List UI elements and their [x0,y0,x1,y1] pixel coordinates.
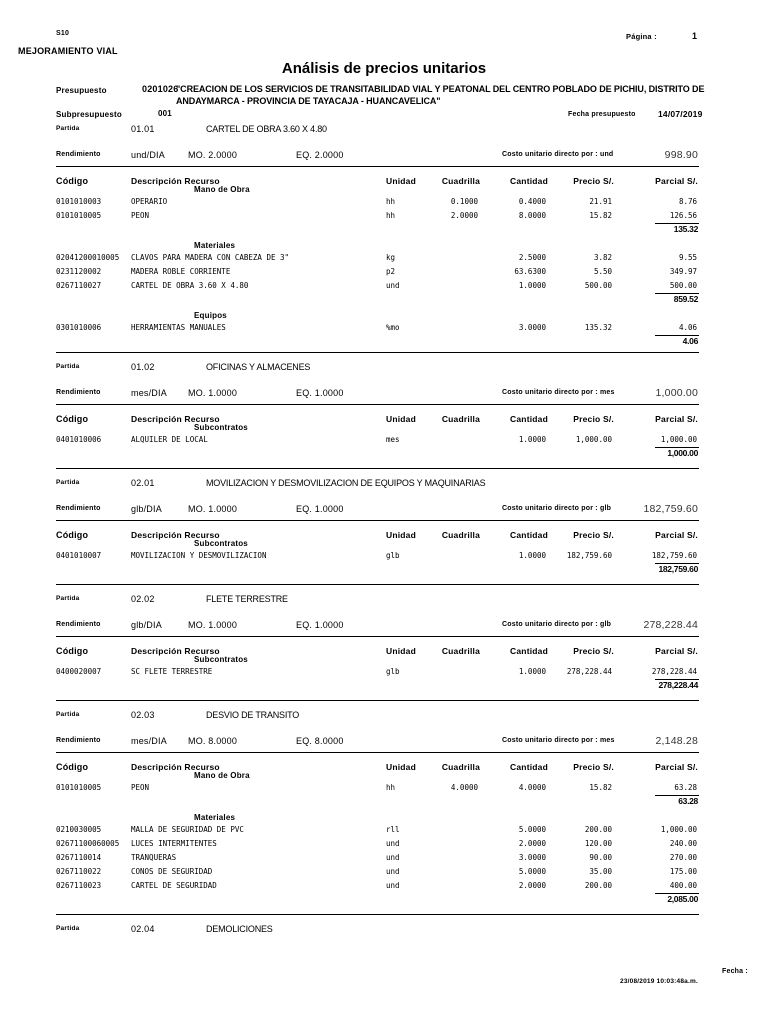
row-parcial: 240.00 [669,839,697,848]
row-unidad: glb [386,551,400,560]
col-header-cantidad: Cantidad [510,176,548,186]
partida-code: 02.04 [131,924,155,934]
row-descripcion: CLAVOS PARA MADERA CON CABEZA DE 3" [131,253,290,262]
col-header-unidad: Unidad [386,530,417,540]
presupuesto-desc-line1: "CREACION DE LOS SERVICIOS DE TRANSITABILIDAD VIAL Y PEATONAL DEL CENTRO POBLADO DE PICHIU, DISTRITO DE [176,84,705,94]
partida-label: Partida [56,711,80,718]
system-code: S10 [56,30,70,37]
group-subtotal: 278,228.44 [658,680,698,690]
col-header-cantidad: Cantidad [510,530,548,540]
rendimiento-label: Rendimiento [56,621,101,628]
row-descripcion: PEON [131,783,150,792]
group-title: Mano de Obra [194,185,250,194]
row-unidad: und [386,281,400,290]
mo-value: MO. 1.0000 [188,388,238,398]
row-descripcion: ALQUILER DE LOCAL [131,435,208,444]
row-codigo: 0267110023 [56,881,102,890]
partida-divider [56,584,699,585]
partida-code: 01.01 [131,124,155,134]
row-cantidad: 4.0000 [518,783,546,792]
row-codigo: 02041200010005 [56,253,120,262]
partida-label: Partida [56,925,80,932]
col-header-cantidad: Cantidad [510,762,548,772]
row-codigo: 0267110027 [56,281,102,290]
col-header-descripcion: Descripción Recurso [131,414,220,424]
row-precio: 200.00 [584,825,612,834]
row-descripcion: MADERA ROBLE CORRIENTE [131,267,231,276]
row-cuadrilla: 2.0000 [450,211,478,220]
rendimiento-unit: und/DIA [131,150,165,160]
col-header-unidad: Unidad [386,176,417,186]
row-descripcion: CARTEL DE SEGURIDAD [131,881,217,890]
costo-unitario-label: Costo unitario directo por : und [502,151,614,158]
group-title: Subcontratos [194,539,248,548]
row-codigo: 02671100060005 [56,839,120,848]
row-precio: 500.00 [584,281,612,290]
row-parcial: 349.97 [669,267,697,276]
row-parcial: 9.55 [678,253,697,262]
subpresupuesto-value: 001 [158,109,172,118]
col-header-cuadrilla: Cuadrilla [441,530,480,540]
row-unidad: %mo [386,323,400,332]
row-descripcion: HERRAMIENTAS MANUALES [131,323,226,332]
col-header-precio: Precio S/. [573,414,614,424]
subtotal-rule [655,795,699,796]
row-codigo: 0101010003 [56,197,102,206]
row-precio: 15.82 [589,783,612,792]
partida-label: Partida [56,479,80,486]
costo-unitario-label: Costo unitario directo por : mes [502,389,615,396]
row-unidad: hh [386,211,396,220]
group-title: Equipos [194,311,227,320]
row-unidad: und [386,853,400,862]
row-parcial: 8.76 [678,197,697,206]
row-cantidad: 5.0000 [518,825,546,834]
partida-divider [56,468,699,469]
section-divider [56,166,699,167]
row-cantidad: 2.5000 [518,253,546,262]
mo-value: MO. 8.0000 [188,736,238,746]
row-codigo: 0267110014 [56,853,102,862]
footer-fecha-label: Fecha : [722,968,748,975]
partida-name: DEMOLICIONES [206,924,273,934]
col-header-precio: Precio S/. [573,646,614,656]
presupuesto-code: 0201026 [142,84,179,94]
col-header-descripcion: Descripción Recurso [131,530,220,540]
subtotal-rule [655,893,699,894]
row-precio: 5.50 [593,267,612,276]
row-unidad: glb [386,667,400,676]
rendimiento-label: Rendimiento [56,151,101,158]
rendimiento-label: Rendimiento [56,737,101,744]
costo-unitario-value: 278,228.44 [643,619,698,631]
group-subtotal: 182,759.60 [658,564,698,574]
col-header-codigo: Código [56,414,89,424]
row-cantidad: 2.0000 [518,881,546,890]
row-codigo: 0400020007 [56,667,102,676]
partida-divider [56,700,699,701]
presupuesto-label: Presupuesto [56,86,107,95]
row-codigo: 0101010005 [56,783,102,792]
col-header-codigo: Código [56,762,89,772]
row-parcial: 63.28 [674,783,697,792]
row-unidad: kg [386,253,396,262]
subtotal-rule [655,335,699,336]
mo-value: MO. 1.0000 [188,504,238,514]
row-descripcion: CARTEL DE OBRA 3.60 X 4.80 [131,281,249,290]
row-cantidad: 0.4000 [518,197,546,206]
row-parcial: 175.00 [669,867,697,876]
row-precio: 200.00 [584,881,612,890]
rendimiento-unit: mes/DIA [131,388,167,398]
subpresupuesto-label: Subpresupuesto [56,110,122,119]
row-cuadrilla: 4.0000 [450,783,478,792]
col-header-unidad: Unidad [386,414,417,424]
row-precio: 278,228.44 [566,667,612,676]
row-precio: 3.82 [593,253,612,262]
mo-value: MO. 2.0000 [188,150,238,160]
page-number: 1 [692,31,698,41]
row-unidad: rll [386,825,400,834]
row-codigo: 0210030005 [56,825,102,834]
partida-label: Partida [56,363,80,370]
group-title: Mano de Obra [194,771,250,780]
subtotal-rule [655,447,699,448]
group-subtotal: 859.52 [673,294,698,304]
row-parcial: 500.00 [669,281,697,290]
row-codigo: 0101010005 [56,211,102,220]
col-header-codigo: Código [56,530,89,540]
col-header-cuadrilla: Cuadrilla [441,646,480,656]
rendimiento-label: Rendimiento [56,389,101,396]
costo-unitario-value: 998.90 [664,149,698,161]
eq-value: EQ. 1.0000 [296,388,344,398]
group-title: Materiales [194,241,236,250]
presupuesto-desc-line2: ANDAYMARCA - PROVINCIA DE TAYACAJA - HUANCAVELICA" [176,96,441,106]
row-precio: 1,000.00 [575,435,612,444]
partida-divider [56,352,699,353]
row-descripcion: TRANQUERAS [131,853,177,862]
partida-name: MOVILIZACION Y DESMOVILIZACION DE EQUIPOS Y MAQUINARIAS [206,478,486,488]
col-header-precio: Precio S/. [573,176,614,186]
col-header-cantidad: Cantidad [510,646,548,656]
col-header-precio: Precio S/. [573,530,614,540]
partida-name: FLETE TERRESTRE [206,594,288,604]
row-cuadrilla: 0.1000 [450,197,478,206]
page-label: Página : [626,32,657,41]
row-cantidad: 2.0000 [518,839,546,848]
row-unidad: und [386,881,400,890]
group-subtotal: 135.32 [673,224,698,234]
col-header-precio: Precio S/. [573,762,614,772]
group-title: Subcontratos [194,423,248,432]
col-header-parcial: Parcial S/. [655,646,698,656]
row-descripcion: MALLA DE SEGURIDAD DE PVC [131,825,244,834]
col-header-parcial: Parcial S/. [655,762,698,772]
partida-label: Partida [56,595,80,602]
partida-name: DESVIO DE TRANSITO [206,710,300,720]
row-descripcion: CONOS DE SEGURIDAD [131,867,213,876]
row-parcial: 126.56 [669,211,697,220]
eq-value: EQ. 1.0000 [296,504,344,514]
section-divider [56,520,699,521]
col-header-descripcion: Descripción Recurso [131,176,220,186]
eq-value: EQ. 2.0000 [296,150,344,160]
row-parcial: 1,000.00 [660,435,697,444]
row-precio: 182,759.60 [566,551,612,560]
col-header-parcial: Parcial S/. [655,414,698,424]
rendimiento-unit: glb/DIA [131,504,162,514]
col-header-unidad: Unidad [386,646,417,656]
row-precio: 35.00 [589,867,612,876]
group-subtotal: 2,085.00 [667,894,698,904]
fecha-presupuesto-value: 14/07/2019 [658,109,703,119]
col-header-cuadrilla: Cuadrilla [441,176,480,186]
row-codigo: 0401010006 [56,435,102,444]
row-cantidad: 1.0000 [518,435,546,444]
group-title: Materiales [194,813,236,822]
row-cantidad: 8.0000 [518,211,546,220]
row-unidad: hh [386,197,396,206]
costo-unitario-label: Costo unitario directo por : glb [502,505,612,512]
col-header-codigo: Código [56,646,89,656]
row-descripcion: PEON [131,211,150,220]
rendimiento-unit: glb/DIA [131,620,162,630]
group-subtotal: 63.28 [678,796,698,806]
subtotal-rule [655,293,699,294]
partida-name: CARTEL DE OBRA 3.60 X 4.80 [206,124,327,134]
row-unidad: p2 [386,267,396,276]
col-header-descripcion: Descripción Recurso [131,762,220,772]
group-subtotal: 1,000.00 [667,448,698,458]
costo-unitario-value: 182,759.60 [643,503,698,515]
costo-unitario-label: Costo unitario directo por : mes [502,737,615,744]
row-unidad: und [386,839,400,848]
mo-value: MO. 1.0000 [188,620,238,630]
col-header-parcial: Parcial S/. [655,176,698,186]
row-parcial: 400.00 [669,881,697,890]
col-header-codigo: Código [56,176,89,186]
eq-value: EQ. 8.0000 [296,736,344,746]
row-descripcion: LUCES INTERMITENTES [131,839,217,848]
row-descripcion: SC FLETE TERRESTRE [131,667,213,676]
company-name: MEJORAMIENTO VIAL [18,46,118,56]
col-header-cuadrilla: Cuadrilla [441,762,480,772]
row-unidad: mes [386,435,400,444]
row-codigo: 0401010007 [56,551,102,560]
subtotal-rule [655,223,699,224]
row-parcial: 4.06 [678,323,697,332]
fecha-presupuesto-label: Fecha presupuesto [568,111,636,118]
row-cantidad: 3.0000 [518,323,546,332]
subtotal-rule [655,679,699,680]
row-parcial: 278,228.44 [651,667,697,676]
row-precio: 21.91 [589,197,612,206]
row-precio: 90.00 [589,853,612,862]
row-descripcion: OPERARIO [131,197,168,206]
rendimiento-unit: mes/DIA [131,736,167,746]
col-header-parcial: Parcial S/. [655,530,698,540]
partida-code: 02.01 [131,478,155,488]
row-codigo: 0301010006 [56,323,102,332]
group-title: Subcontratos [194,655,248,664]
row-precio: 135.32 [584,323,612,332]
col-header-unidad: Unidad [386,762,417,772]
row-unidad: und [386,867,400,876]
row-codigo: 0231120002 [56,267,102,276]
partida-code: 01.02 [131,362,155,372]
costo-unitario-value: 1,000.00 [655,387,698,399]
section-divider [56,636,699,637]
section-divider [56,404,699,405]
row-cantidad: 1.0000 [518,551,546,560]
col-header-descripcion: Descripción Recurso [131,646,220,656]
partida-code: 02.03 [131,710,155,720]
row-parcial: 270.00 [669,853,697,862]
row-parcial: 1,000.00 [660,825,697,834]
page-title: Análisis de precios unitarios [281,60,487,77]
row-parcial: 182,759.60 [651,551,697,560]
subtotal-rule [655,563,699,564]
costo-unitario-label: Costo unitario directo por : glb [502,621,612,628]
row-cantidad: 1.0000 [518,667,546,676]
row-codigo: 0267110022 [56,867,102,876]
row-precio: 15.82 [589,211,612,220]
footer-fecha-value: 23/08/2019 10:03:48a.m. [620,978,698,985]
partida-code: 02.02 [131,594,155,604]
row-cantidad: 63.6300 [514,267,546,276]
row-precio: 120.00 [584,839,612,848]
group-subtotal: 4.06 [682,336,698,346]
row-cantidad: 3.0000 [518,853,546,862]
col-header-cuadrilla: Cuadrilla [441,414,480,424]
partida-divider [56,914,699,915]
rendimiento-label: Rendimiento [56,505,101,512]
partida-name: OFICINAS Y ALMACENES [206,362,311,372]
col-header-cantidad: Cantidad [510,414,548,424]
row-descripcion: MOVILIZACION Y DESMOVILIZACION [131,551,267,560]
section-divider [56,752,699,753]
row-cantidad: 5.0000 [518,867,546,876]
eq-value: EQ. 1.0000 [296,620,344,630]
row-cantidad: 1.0000 [518,281,546,290]
partida-label: Partida [56,125,80,132]
row-unidad: hh [386,783,396,792]
costo-unitario-value: 2,148.28 [655,735,698,747]
